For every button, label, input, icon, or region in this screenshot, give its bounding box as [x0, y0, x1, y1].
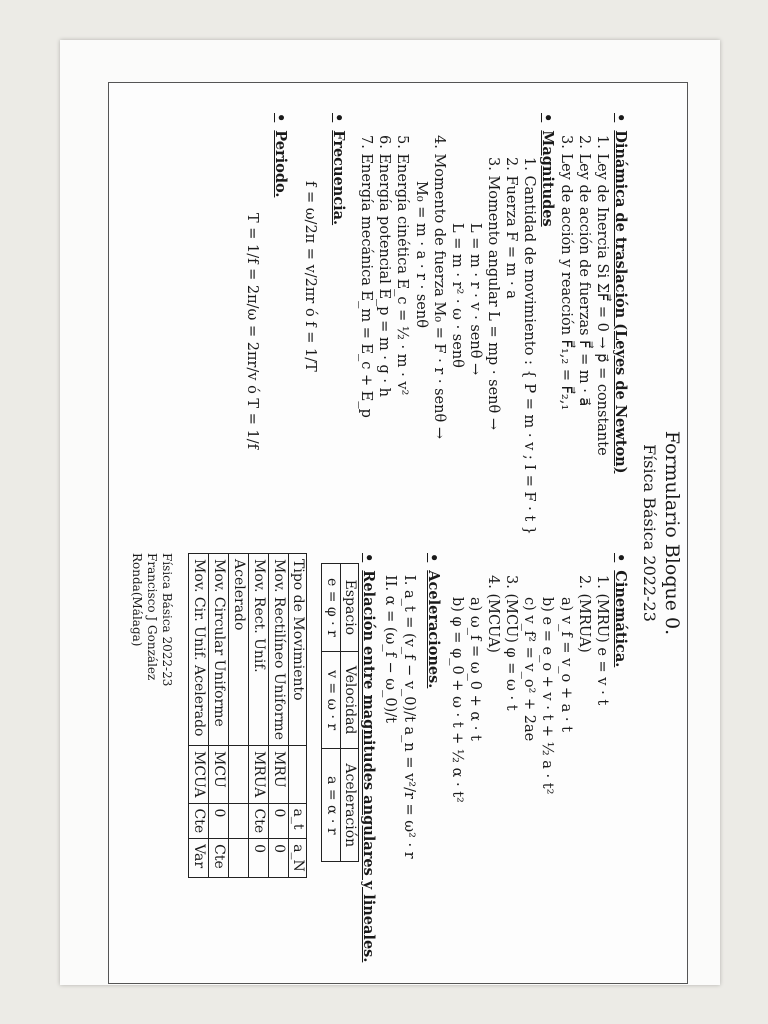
- relacion-header: Espacio: [340, 564, 359, 652]
- magnitud-6: 6. Energía potencial E_p = m · g · h: [376, 135, 393, 397]
- mcua-line: 4. (MCUA): [485, 575, 502, 653]
- magnitud-4: 4. Momento de fuerza M₀ = F · r · senθ →: [430, 135, 447, 439]
- footer-location: Ronda(Málaga): [129, 553, 144, 647]
- mov-cell: [228, 803, 248, 839]
- relacion-heading: • Relación entre magnitudes angulares y lineales.: [359, 553, 377, 962]
- table-row: [208, 554, 228, 878]
- mru-line: 1. (MRU) e = v · t: [593, 575, 610, 706]
- magnitud-5: 5. Energía cinética E_c = ½ · m · v²: [394, 135, 411, 396]
- table-row: [268, 554, 288, 878]
- magnitud-3b: L = m · r² · ω · senθ: [448, 223, 465, 368]
- mov-cell: Mov. Rectilíneo Uniforme: [268, 554, 288, 746]
- magnitud-3: 3. Momento angular L = mp · senθ →: [485, 157, 502, 430]
- mov-header: a_N: [288, 839, 307, 878]
- aceleracion-i: I. a_t = (v_f − v_0)/t a_n = v²/r = ω² · r: [400, 575, 417, 859]
- mrua-c: c) v_f² = v_o² + 2ae: [521, 597, 538, 742]
- mov-cell: Mov. Circular Uniforme: [208, 554, 228, 746]
- mov-cell: 0: [268, 839, 288, 878]
- mcua-a: a) ω_f = ω_0 + α · t: [467, 597, 483, 741]
- mov-cell: Mov. Cir. Unif. Acelerado: [188, 554, 208, 746]
- magnitudes-heading: • Magnitudes: [538, 113, 556, 535]
- relacion-cell: a = α · r: [322, 749, 341, 862]
- mov-cell: MCU: [208, 745, 228, 803]
- mrua-line: 2. (MRUA): [575, 575, 592, 653]
- magnitud-4a: M₀ = m · a · r · senθ: [412, 181, 429, 328]
- relacion-table: [321, 563, 359, 862]
- mov-cell: Mov. Rect. Unif.: [248, 554, 268, 746]
- mov-cell: Acelerado: [228, 554, 248, 746]
- magnitud-1: 1. Cantidad de movimiento : { P = m · v ; I = F · t }: [521, 157, 538, 536]
- frecuencia-heading: • Frecuencia.: [329, 113, 347, 535]
- table-row: [248, 554, 268, 878]
- mov-cell: MCUA: [188, 745, 208, 803]
- movimientos-table: [188, 553, 308, 878]
- mov-cell: [228, 839, 248, 878]
- aceleracion-ii: II. α = (ω_f − ω_0)/t: [382, 575, 399, 723]
- mov-cell: Cte: [248, 803, 268, 839]
- relacion-cell: v = ω · r: [322, 651, 341, 749]
- footer: [129, 553, 174, 962]
- mov-cell: [228, 745, 248, 803]
- right-column: [243, 113, 629, 535]
- left-column: [129, 553, 629, 962]
- mov-cell: MRU: [268, 745, 288, 803]
- page-subtitle: Física Básica 2022-23: [640, 444, 659, 622]
- dinamica-heading: • Dinámica de traslación (Leyes de Newton): [611, 113, 629, 535]
- frecuencia-formula: f = ω/2π = v/2πr ó f = 1/T: [302, 181, 318, 372]
- mcua-b: b) φ = φ_0 + ω · t + ½ α · t²: [448, 597, 465, 803]
- periodo-formula: T = 1/f = 2π/ω = 2πr/v ó T = 1/f: [243, 213, 260, 449]
- footer-author: Francisco J González: [144, 553, 159, 681]
- table-row: [188, 554, 208, 878]
- footer-course: Física Básica 2022-23: [159, 553, 174, 687]
- mov-cell: MRUA: [248, 745, 268, 803]
- relacion-cell: e = φ · r: [322, 564, 341, 652]
- magnitud-3a: L = m · r · v · senθ →: [467, 223, 483, 376]
- magnitud-7: 7. Energía mecánica E_m = E_c + E_p: [358, 135, 375, 418]
- magnitud-2: 2. Fuerza F = m · a: [503, 157, 520, 299]
- mov-cell: 0: [248, 839, 268, 878]
- table-row: [228, 554, 248, 878]
- mov-cell: Cte: [188, 803, 208, 839]
- relacion-header: Aceleración: [340, 749, 359, 862]
- page-title: Formulario Bloque 0.: [661, 430, 683, 636]
- ley-3: 3. Ley de acción y reacción F⃗₁,₂ = F⃗₂,₁: [557, 135, 574, 411]
- mrua-b: b) e = e_o + v · t + ½ a · t²: [539, 597, 556, 795]
- rotated-content: [109, 83, 687, 983]
- aceleraciones-heading: • Aceleraciones.: [424, 553, 442, 962]
- mov-header: a_t: [288, 803, 307, 839]
- ley-2: 2. Ley de acción de fuerzas F⃗ = m · a⃗: [575, 135, 592, 407]
- mov-cell: 0: [268, 803, 288, 839]
- mov-cell: Cte: [208, 839, 228, 878]
- mov-header: Tipo de Movimiento: [288, 554, 307, 746]
- mov-header: [288, 745, 307, 803]
- mov-cell: Var: [188, 839, 208, 878]
- mrua-a: a) v_f = v_o + a · t: [557, 597, 574, 732]
- periodo-heading: • Periodo.: [271, 113, 289, 535]
- ley-1: 1. Ley de Inercia Si ΣF⃗ = 0 → p⃗ = constante: [593, 135, 610, 456]
- mcu-line: 3. (MCU) φ = ω · t: [503, 575, 520, 711]
- relacion-header: Velocidad: [340, 651, 359, 749]
- mov-cell: 0: [208, 803, 228, 839]
- page-frame: [108, 82, 688, 984]
- cinematica-heading: • Cinemática.: [611, 553, 629, 962]
